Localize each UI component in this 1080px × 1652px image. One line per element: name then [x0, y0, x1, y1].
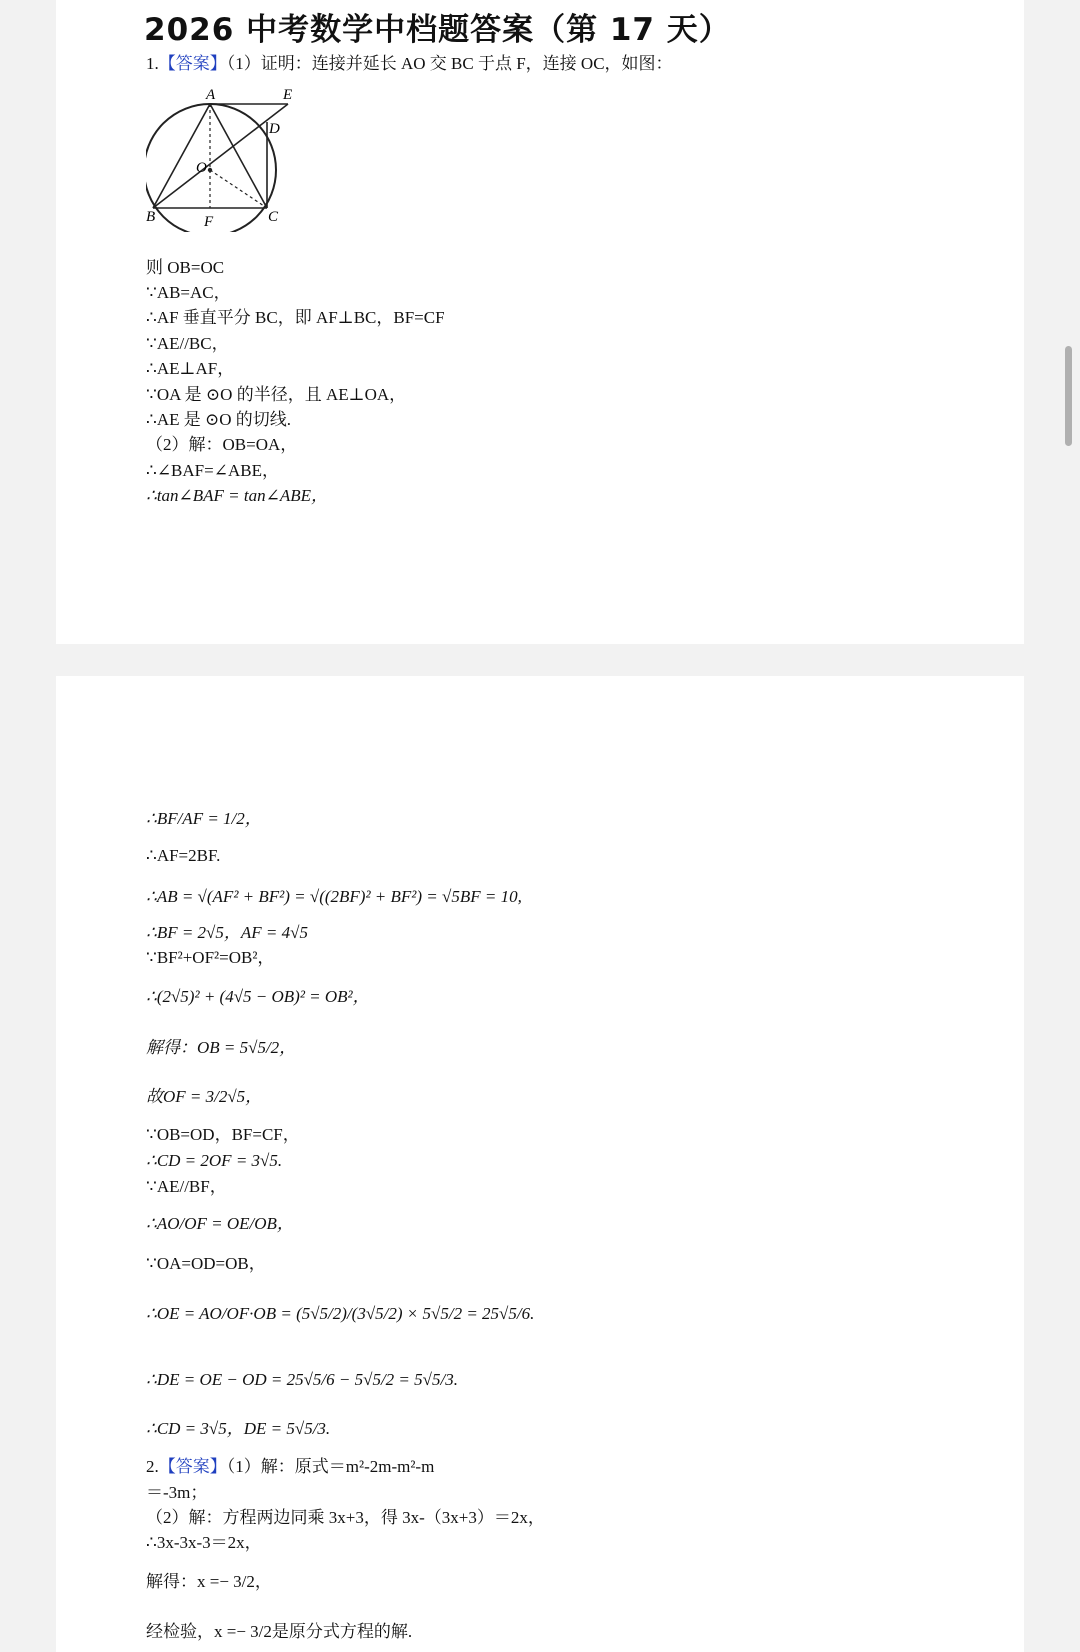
- solution-line: 故OF = 3/2√5，: [146, 1087, 263, 1106]
- proof-line: ∴tan∠BAF = tan∠ABE，: [146, 486, 329, 505]
- segment-ab: [153, 104, 210, 208]
- label-f: F: [204, 214, 214, 230]
- point-o: [208, 168, 212, 172]
- label-b: B: [146, 209, 156, 225]
- q2-header: [146, 1456, 434, 1478]
- proof-line: ∴AE 是 ⊙O 的切线.: [146, 410, 291, 429]
- label-c: C: [268, 209, 279, 225]
- solution-line: ∵BF²+OF²=OB²，: [146, 948, 275, 967]
- solution-line: ∴DE = OE − OD = 25√5/6 − 5√5/2 = 5√5/3.: [146, 1370, 458, 1389]
- proof-line: （2）解：OB=OA，: [146, 435, 298, 454]
- solution-line: ∴BF/AF = 1/2，: [146, 809, 262, 828]
- label-o: O: [196, 160, 207, 176]
- label-e: E: [283, 87, 293, 103]
- proof-line: ∵AB=AC，: [146, 283, 231, 302]
- solution-line: ∵OA=OD=OB，: [146, 1254, 266, 1273]
- solution-line: ∴CD = 3√5，DE = 5√5/3.: [146, 1419, 331, 1438]
- scrollbar[interactable]: [1065, 346, 1072, 446]
- q1-header: [146, 53, 673, 75]
- page-title: 2026 中考数学中档题答案（第 17 天）: [144, 12, 731, 48]
- label-a: A: [206, 87, 216, 103]
- q2-line: 解得：x =− 3/2，: [146, 1572, 272, 1591]
- solution-line: ∴(2√5)² + (4√5 − OB)² = OB²，: [146, 987, 370, 1006]
- q2-answer-tag: 【答案】: [158, 1457, 227, 1476]
- solution-line: ∴AO/OF = OE/OB，: [146, 1214, 294, 1233]
- proof-line: ∴∠BAF=∠ABE，: [146, 461, 279, 480]
- proof-line: ∴AE⊥AF，: [146, 359, 235, 378]
- geometry-figure: [146, 82, 306, 232]
- segment-ac: [210, 104, 267, 208]
- solution-line: ∴BF = 2√5，AF = 4√5: [146, 923, 308, 942]
- solution-line: ∵OB=OD，BF=CF，: [146, 1125, 300, 1144]
- proof-line: ∵OA 是 ⊙O 的半径，且 AE⊥OA，: [146, 385, 407, 404]
- solution-line: ∴OE = AO/OF·OB = (5√5/2)/(3√5/2) × 5√5/2 = 25√5/6.: [146, 1304, 535, 1323]
- q2-line: 经检验，x =− 3/2是原分式方程的解.: [146, 1622, 413, 1641]
- proof-line: 则 OB=OC: [146, 258, 225, 277]
- q2-line: ∴3x-3x-3＝2x，: [146, 1533, 262, 1552]
- solution-line: ∴AF=2BF.: [146, 846, 221, 865]
- proof-line: ∵AE//BC，: [146, 334, 229, 353]
- solution-line: 解得：OB = 5√5/2，: [146, 1038, 297, 1057]
- q1-number: 1.: [146, 54, 159, 73]
- circle-o: [146, 104, 276, 232]
- q1-answer-tag: 【答案】: [158, 54, 227, 73]
- segment-oc: [210, 170, 267, 208]
- q2-number: 2.: [146, 1457, 159, 1476]
- solution-line: ∴AB = √(AF² + BF²) = √((2BF)² + BF²) = √5BF = 10,: [146, 887, 522, 906]
- label-d: D: [269, 121, 280, 137]
- q2-line: ＝-3m；: [146, 1483, 208, 1502]
- q2-line: （1）解：原式＝m²-2m-m²-m: [226, 1457, 435, 1476]
- solution-line: ∵AE//BF，: [146, 1177, 227, 1196]
- q2-line: （2）解：方程两边同乘 3x+3，得 3x-（3x+3）＝2x，: [146, 1508, 545, 1527]
- proof-line: ∴AF 垂直平分 BC，即 AF⊥BC，BF=CF: [146, 308, 445, 327]
- q1-part1-intro: （1）证明：连接并延长 AO 交 BC 于点 F，连接 OC，如图：: [226, 54, 673, 73]
- solution-line: ∴CD = 2OF = 3√5.: [146, 1151, 283, 1170]
